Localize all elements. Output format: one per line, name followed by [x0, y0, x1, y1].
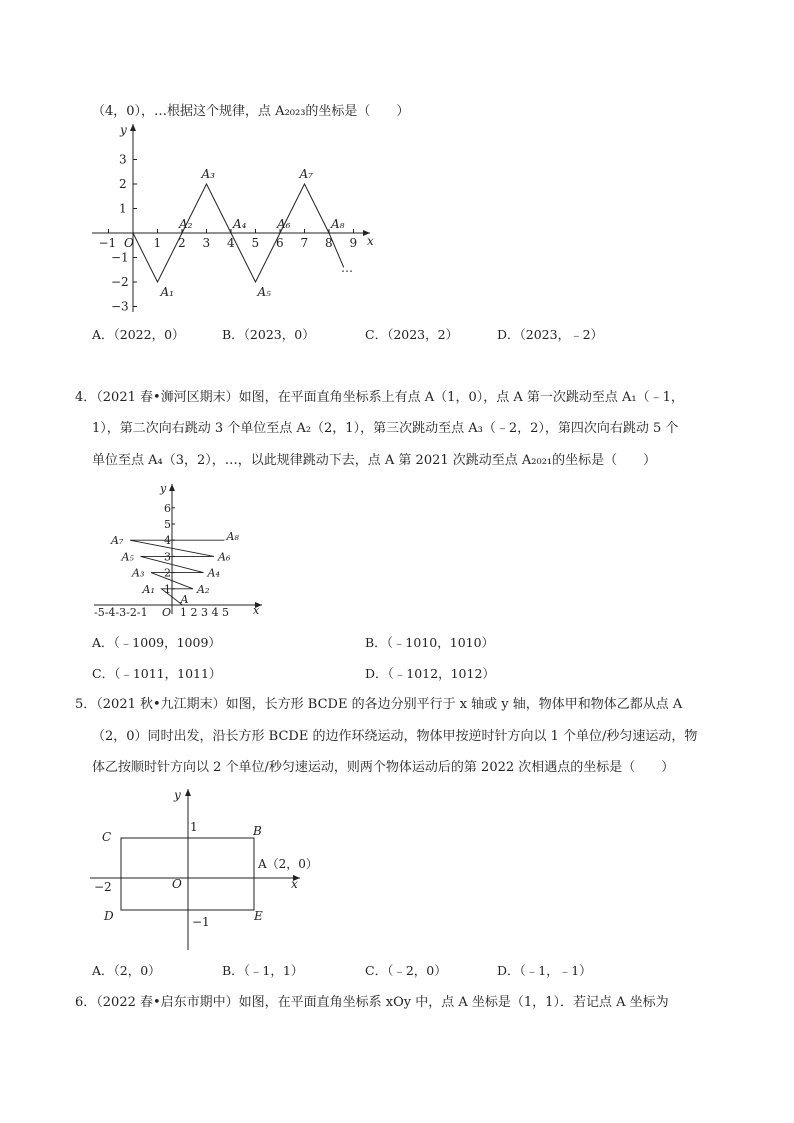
q4-y-tick-label: 2 — [164, 566, 171, 580]
q5-label-d: D — [104, 909, 114, 923]
q4-y-tick-label: 3 — [164, 550, 171, 564]
q4-y-label: y — [160, 482, 167, 495]
q4-y-tick-label: 4 — [164, 534, 171, 548]
q4-point-label: A₇ — [111, 534, 124, 548]
q3-x-tick-label: 7 — [300, 236, 309, 250]
q3-x-tick-label: 9 — [349, 236, 358, 250]
q4-stem-line-2: 1），第二次向右跳动 3 个单位至点 A₂（2，1），第三次跳动至点 A₃（﹣2，2），第四次向右跳动 5 个 — [92, 421, 679, 436]
q3-y-tick-label: 1 — [119, 201, 127, 216]
q4-point-label: A₃ — [132, 566, 145, 580]
q3-option-c[interactable]: C．（2023，2） — [365, 327, 459, 342]
q3-x-tick-label: 2 — [178, 236, 186, 250]
q5-stem-line-1: 5．（2021 秋•九江期末）如图，长方形 BCDE 的各边分别平行于 x 轴或 y 轴，物体甲和物体乙都从点 A — [75, 697, 683, 712]
q5-option-b[interactable]: B．（﹣1，1） — [222, 963, 304, 978]
q3-option-d[interactable]: D．（2023，﹣2） — [497, 327, 604, 342]
q4-origin-label: O — [162, 606, 172, 619]
q3-y-tick-label: 3 — [119, 152, 127, 167]
q5-label-a: A（2，0） — [258, 857, 318, 871]
q4-point-label: A₁ — [142, 582, 155, 596]
q4-point-label: A₂ — [197, 582, 210, 596]
q3-stem: （4，0），…根据这个规律，点 A₂₀₂₃的坐标是（ ） — [92, 104, 410, 119]
q4-point-label: A₈ — [226, 530, 239, 544]
q4-stem-line-3: 单位至点 A₄（3，2），…，以此规律跳动下去，点 A 第 2021 次跳动至点 A₂₀₂₁的坐标是（ ） — [92, 453, 657, 468]
q4-x-pos-ticks: 1 2 3 4 5 — [180, 606, 229, 619]
q4-point-label: A — [180, 593, 189, 606]
q4-point-label: A₄ — [207, 566, 220, 580]
q3-point-label: A₁ — [160, 285, 174, 299]
q5-option-a[interactable]: A．（2，0） — [92, 963, 161, 978]
q4-y-tick-label: 6 — [164, 501, 171, 515]
q3-y-tick-label: −1 — [111, 250, 129, 265]
q3-x-label: x — [367, 234, 374, 248]
q3-zigzag-graph — [88, 120, 388, 314]
q4-option-a[interactable]: A．（﹣1009，1009） — [92, 635, 221, 650]
q4-point-label: A₅ — [121, 550, 134, 564]
q3-point-label: A₇ — [299, 167, 313, 181]
q6-stem-line-1: 6．（2022 春•启东市期中）如图，在平面直角坐标系 xOy 中，点 A 坐标是（1，1）．若记点 A 坐标为 — [75, 995, 669, 1010]
q3-ellipsis: … — [341, 261, 353, 275]
q4-y-tick-label: 5 — [164, 518, 171, 531]
q5-tick-neg2: −2 — [94, 880, 112, 894]
q3-x-tick-label: 5 — [251, 236, 260, 250]
q3-y-tick-label: 2 — [119, 177, 127, 191]
q3-point-label: A₂ — [179, 217, 193, 231]
q3-x-tick-label: 3 — [202, 236, 211, 250]
q4-x-label: x — [253, 604, 260, 617]
q5-stem-line-3: 体乙按顺时针方向以 2 个单位/秒匀速运动，则两个物体运动后的第 2022 次相遇点的坐标是（ ） — [92, 760, 675, 775]
q5-y-label: y — [174, 788, 181, 802]
q4-x-neg-ticks: -5-4-3-2-1 — [94, 606, 148, 619]
q3-y-tick-label: −3 — [111, 299, 129, 314]
q4-option-c[interactable]: C．（﹣1011，1011） — [92, 666, 222, 681]
q5-label-b: B — [253, 824, 262, 838]
q5-stem-line-2: （2，0）同时出发，沿长方形 BCDE 的边作环绕运动，物体甲按逆时针方向以 1 个单位/秒匀速运动，物 — [92, 729, 698, 744]
q3-y-tick-label: −2 — [111, 275, 129, 289]
q4-y-tick-label: 1 — [164, 582, 171, 596]
q3-x-tick-label: 4 — [227, 236, 235, 250]
q5-origin-label: O — [172, 877, 182, 891]
q5-option-c[interactable]: C．（﹣2，0） — [365, 963, 447, 978]
q3-x-tick-label: 8 — [325, 236, 333, 250]
q3-point-label: A₅ — [257, 285, 271, 299]
q5-label-e: E — [254, 909, 263, 923]
q3-origin-label: O — [124, 236, 134, 250]
q4-option-b[interactable]: B．（﹣1010，1010） — [365, 635, 495, 650]
q5-option-d[interactable]: D．（﹣1，﹣1） — [497, 963, 592, 978]
q3-x-tick-label: 6 — [276, 236, 284, 250]
q3-point-label: A₃ — [201, 167, 215, 181]
q3-option-b[interactable]: B．（2023，0） — [222, 327, 315, 342]
q4-stem-line-1: 4．（2021 春•浉河区期末）如图，在平面直角坐标系上有点 A（1，0），点 A 第一次跳动至点 A₁（﹣1， — [75, 390, 684, 405]
q3-y-label: y — [120, 123, 127, 137]
q3-point-label: A₆ — [277, 217, 291, 231]
q5-tick-1: 1 — [190, 820, 198, 834]
q3-point-label: A₄ — [233, 217, 247, 231]
q5-x-label: x — [291, 877, 298, 891]
q4-option-d[interactable]: D．（﹣1012，1012） — [365, 666, 495, 681]
q4-jump-graph — [92, 480, 272, 620]
q3-point-label: A₈ — [331, 217, 345, 231]
q5-label-c: C — [102, 830, 112, 844]
q5-tick-neg1: −1 — [192, 915, 210, 929]
q4-point-label: A₆ — [218, 550, 231, 564]
q3-x-tick-label: 1 — [153, 236, 162, 250]
q3-x-tick-label: −1 — [98, 236, 117, 250]
q3-option-a[interactable]: A．（2022，0） — [92, 327, 185, 342]
q5-rectangle-graph — [88, 785, 338, 955]
